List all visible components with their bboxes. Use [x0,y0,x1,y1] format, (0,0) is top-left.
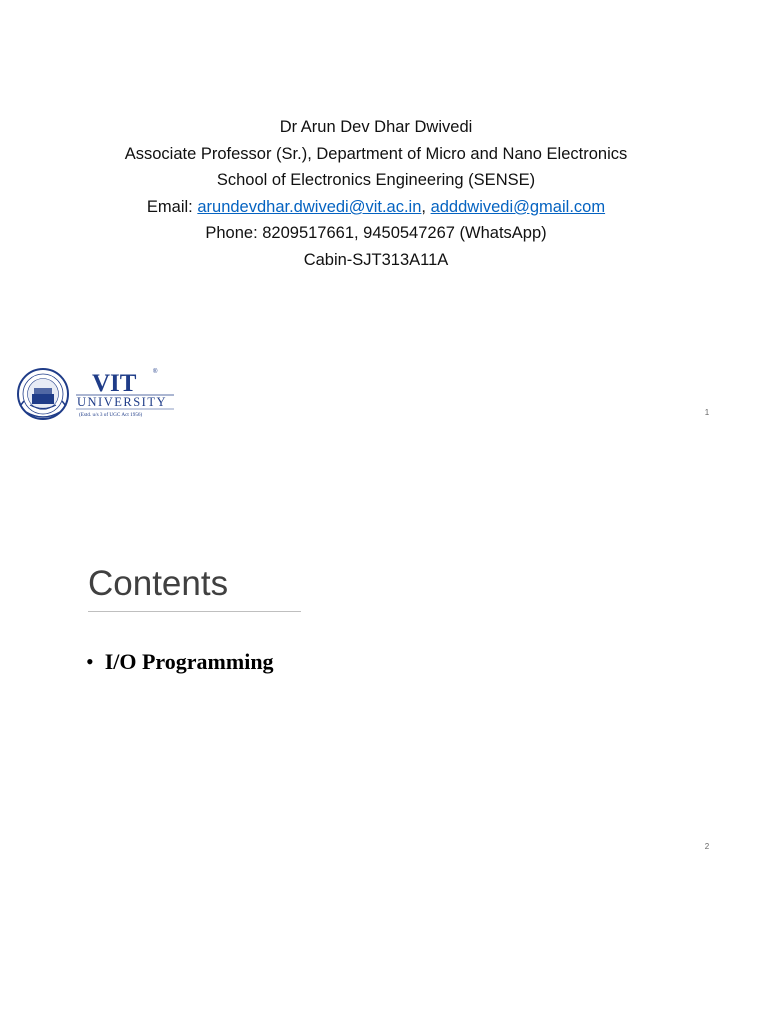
logo-wordmark: VIT [92,370,137,397]
list-item [86,649,274,675]
bullet-text: I/O Programming [104,649,274,674]
university-seal-icon [18,369,68,419]
slide-title: Contents [88,564,229,603]
logo-subtitle: UNIVERSITY [77,395,167,409]
author-email-line [0,194,752,221]
vit-university-logo [16,364,176,422]
author-name: Dr Arun Dev Dhar Dwivedi [279,118,473,136]
email-link-primary[interactable]: arundevdhar.dwivedi@vit.ac.in [197,197,422,216]
email-label: Email: [146,197,198,216]
registered-mark: ® [153,369,158,375]
author-school: School of Electronics Engineering (SENSE) [216,171,536,190]
title-underline [88,611,301,612]
author-cabin: Cabin-SJT313A11A [303,250,449,269]
bullet-list [86,649,274,675]
page-number: 2 [704,842,710,851]
author-designation: Associate Professor (Sr.), Department of Micro and Nano Electronics [124,144,628,163]
slide-1 [0,0,768,433]
author-details [0,114,752,274]
author-phone: Phone: 8209517661, 9450547267 (WhatsApp) [205,224,547,243]
bullet-icon: • [86,649,94,674]
email-separator: , [421,197,431,216]
logo-tagline: (Estd. u/s 3 of UGC Act 1956) [79,412,143,418]
email-link-secondary[interactable]: adddwivedi@gmail.com [430,197,606,216]
slide-2 [0,433,768,866]
page-number: 1 [704,408,710,417]
